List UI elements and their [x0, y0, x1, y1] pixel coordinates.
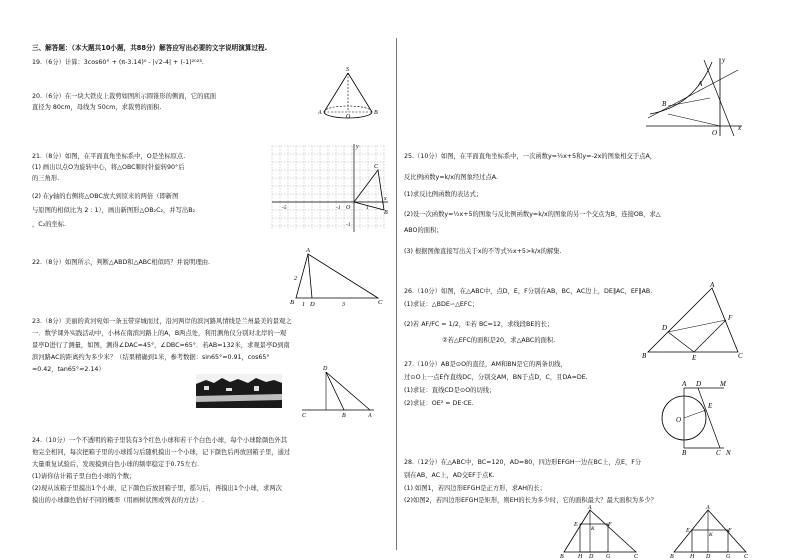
graph-label-y: y — [722, 56, 726, 64]
q28a-label-g: G — [606, 554, 611, 560]
grid-label-o: O — [346, 205, 351, 211]
column-divider — [396, 38, 397, 550]
q22-triangle-figure — [286, 246, 386, 308]
graph-label-b: B — [662, 100, 667, 108]
river-label-c: C — [302, 413, 307, 419]
q23-line1: 23.（8分）美丽的黄河宛如一条玉带穿城而过，沿河两岸的滨河路风情线是兰州最美的景观之 — [32, 318, 292, 325]
q25-line3: (1)求反比例函数的表达式； — [404, 191, 483, 198]
q21-line1: 21.（8分）如图，在平面直角坐标系中，O是坐标原点. — [32, 153, 186, 160]
q28a-label-a: A — [588, 505, 592, 511]
q21-line5: 与原图的相似比为 2 : 1），画出新图形△OB₂C₂，并写出B₂ — [32, 207, 196, 214]
q27-line3: (1)求证：直线CD是⊙O的切线； — [404, 387, 496, 394]
q28-line1: 28.（12分）在△ABC中，BC=120，AD=80，四边形EFGH一边在BC上，点E，F分 — [404, 459, 642, 466]
cone-label-o: O — [346, 114, 351, 120]
q19-text: 19.（6分）计算：3cos60° + (π-3.14)⁰ - |√2-4| + (-1)²⁰²³. — [32, 59, 204, 66]
q23-line5: ≈0.42，tan65°≈2.14） — [32, 366, 105, 373]
q28a-label-h: H — [578, 554, 583, 560]
q28-line3: (1) 如图1，若四边形EFGH是正方形，求AH的长； — [404, 485, 546, 492]
grid-label-c: C — [374, 164, 379, 170]
q26-line1: 26.（10分）如图，在△ABC中，点D，E，F分别在AB，BC，AC边上，DE∥AC，EF∥AB. — [404, 288, 653, 295]
q25-line4: (2)设一次函数y=½x+5的图象与反比例函数y=k/x的图象的另一个交点为B，连接OB，求△ — [404, 211, 661, 218]
q28b-label-k: K — [709, 532, 713, 538]
q26-label-d: D — [662, 324, 668, 332]
q27-label-o: O — [676, 416, 682, 424]
q28-line2: 别在AB，AC上，AD交EF于点K. — [404, 472, 495, 479]
q23-line3: 景亭D进行了测量，如图，测得∠DAC=45°，∠DBC=65°．若AB=132米，求观景亭D到南 — [32, 342, 290, 349]
q28b-label-a: A — [706, 505, 710, 511]
q24-line6: 摸出的小球颜色恰好不同的概率（用画树状图或列表的方法）. — [32, 497, 205, 504]
q26-label-e: E — [692, 354, 697, 362]
q25-line5: ABO的面积； — [404, 227, 443, 234]
q28a-label-c: C — [634, 554, 639, 560]
q27-label-d: D — [696, 380, 702, 388]
q28b-label-b: B — [670, 554, 674, 560]
grid-label-1: 1 — [366, 205, 369, 211]
q27-line4: (2)求证：OE² = DE·CE. — [404, 400, 474, 407]
q24-line4: (1)请你估计箱子里白色小球的个数； — [32, 473, 136, 480]
q20-line1: 20.（6分）在一块大铁皮上裁剪如图所示圆锥形的侧面，它的底面 — [32, 93, 217, 100]
q25-line2: 反比例函数y=k/x的图象经过点A. — [404, 174, 498, 181]
q27-label-e: E — [708, 402, 713, 410]
river-label-b: B — [342, 413, 346, 419]
q21-line4: (2) 在y轴的右侧将△OBC放大到原来的两倍（即新图 — [32, 193, 179, 200]
grid-label-b: B — [384, 210, 388, 216]
q26-line3: (2)若 AF/FC = 1/2，①若 BC=12，求线段BE的长； — [404, 321, 554, 328]
q28a-label-f: F — [608, 522, 612, 528]
tri-label-a: A — [306, 247, 310, 254]
graph-label-o: O — [712, 129, 718, 137]
q25-line1: 25.（10分）如图，在平面直角坐标系中，一次函数y=½x+5和y=-2x的图象相交于点A， — [404, 153, 657, 160]
q24-line5: (2)现从该箱子里摸出1个小球，记下颜色后放回箱子里，摇匀后，再摸出1个小球，求两次 — [32, 485, 282, 492]
tri-label-1: 1 — [302, 302, 305, 308]
q21-coordinate-grid — [270, 142, 390, 234]
q26-line4: ②若△EFC的面积是20，求△ABC的面积. — [442, 337, 556, 344]
q21-line2: (1) 画出以点O为旋转中心，将△OBC顺时针旋转90°后 — [32, 164, 185, 171]
q27-label-n: N — [726, 449, 731, 457]
q26-label-f: F — [728, 314, 733, 322]
q26-label-c: C — [738, 352, 743, 360]
q25-function-graph — [646, 56, 744, 138]
q26-label-b: B — [642, 352, 647, 360]
q27-label-b: B — [682, 449, 687, 457]
tri-label-c: C — [378, 299, 383, 306]
q27-line2: 过⊙O上一点E作直线DC，分别交AM，BN于点D，C，且DA=DE. — [404, 374, 588, 381]
q28a-label-d: D — [589, 554, 594, 560]
grid-label-x: x — [384, 196, 387, 202]
q28a-label-e: E — [574, 522, 578, 528]
q22-text: 22.（8分）如图所示，判断△ABD和△ABC相似吗？并说明理由. — [32, 259, 211, 266]
grid-label-neg1: -1 — [336, 205, 341, 211]
tri-label-3: 3 — [342, 302, 345, 308]
section-header: 三、解答题：（本大题共10小题，共88分）解答应写出必要的文字说明演算过程. — [32, 44, 268, 52]
q28-line4: (2)如图2，若四边形EFGH是矩形，则EH的长为多少时，它的面积最大？最大面积为多少？ — [404, 497, 657, 504]
q28b-label-d: D — [706, 554, 711, 560]
river-photo — [196, 374, 282, 408]
q24-line1: 24.（10分）一个不透明的箱子里装有3个红色小球和若干个白色小球，每个小球除颜色外其 — [32, 437, 288, 444]
q25-line6: (3) 根据图像直接写出关于x的不等式½x+5>k/x的解集. — [404, 248, 562, 255]
q27-label-m: M — [720, 380, 726, 388]
q28b-label-h: H — [690, 554, 695, 560]
q26-line2: (1)求证：△BDE∽△EFC； — [404, 301, 479, 308]
grid-label-neg5: -5 — [282, 205, 287, 211]
q27-label-a: A — [682, 380, 687, 388]
q28b-label-f: F — [728, 528, 732, 534]
q23-line4: 滨河路AC的距离约为多少米？（结果精确到1米，参考数据：sin65°≈0.91，cos65° — [32, 354, 270, 361]
tri-label-d: D — [310, 301, 315, 308]
graph-label-a: A — [698, 80, 703, 88]
q23-measurement-figure — [298, 366, 378, 418]
q28b-label-c: C — [744, 554, 749, 560]
graph-label-x: x — [738, 124, 742, 132]
river-label-d: D — [323, 366, 328, 372]
q27-circle-figure — [660, 378, 736, 456]
grid-label-y-neg1: -1 — [346, 222, 351, 228]
left-column — [0, 0, 396, 560]
q21-line6: ，C₂的坐标. — [32, 221, 67, 228]
cone-figure — [318, 66, 378, 122]
cone-label-a: A — [318, 110, 322, 116]
q28b-label-g: G — [726, 554, 731, 560]
tri-label-b: B — [290, 299, 294, 306]
q27-label-c: C — [716, 449, 721, 457]
q24-line2: 他完全相同，每次把箱子里的小球摇匀后随机摸出一个小球，记下颜色后再放回箱子里，通过 — [32, 449, 291, 456]
q24-line3: 大量重复试验后，发现摸到白色小球的频率稳定于0.75左右. — [32, 461, 200, 468]
q20-line2: 直径为 80cm，母线为 50cm，求裁剪的面积. — [32, 104, 162, 111]
q23-line2: 一．数学课外实践活动中，小林在南滨河路上的A，B两点处，利用测角仪分别对北岸的一观 — [32, 330, 287, 337]
cone-label-b: B — [374, 110, 378, 116]
q28-figure-1 — [560, 506, 640, 558]
river-label-a: A — [368, 413, 372, 419]
q21-line3: 的三角形. — [32, 175, 60, 182]
q28a-label-b: B — [560, 554, 564, 560]
tri-label-2: 2 — [294, 276, 297, 282]
q28a-label-k: K — [591, 526, 595, 532]
cone-label-s: S — [346, 67, 349, 73]
q26-triangle-figure — [642, 281, 746, 362]
q28-figure-2 — [670, 506, 750, 558]
q27-line1: 27.（10分）AB是⊙O的直径，AM和BN是它的两条切线， — [404, 361, 567, 368]
q26-label-a: A — [710, 281, 715, 289]
q28b-label-e: E — [686, 528, 690, 534]
right-column — [398, 0, 794, 560]
grid-label-y: y — [356, 144, 359, 150]
